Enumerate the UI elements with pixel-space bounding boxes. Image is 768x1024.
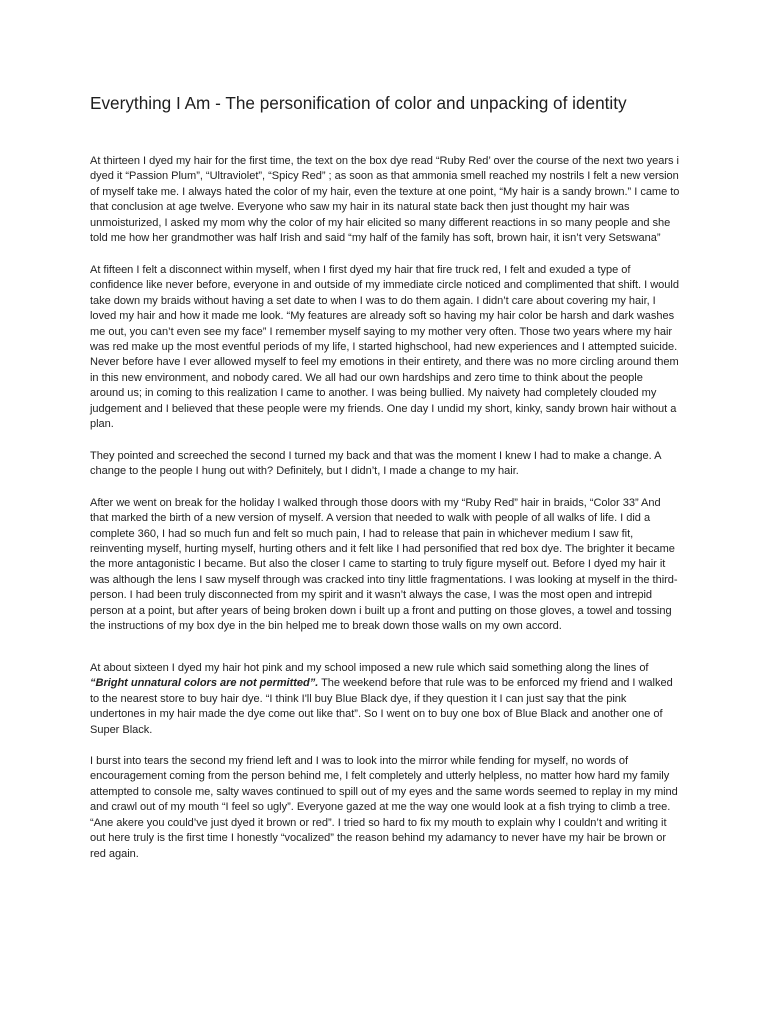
paragraph-2: At fifteen I felt a disconnect within myself, when I first dyed my hair that fire truck red, I felt and exuded a type of confidence like never before, everyone in and outside of my immediate circle noticed and complimented that shift. I would take down my braids without having a set date to when I was to do them again. I didn’t care about covering my hair, I loved my hair and how it made me look. “My features are already soft so having my hair color be harsh and dark washes me out, you can’t even see my face” I remember myself saying to my mother very often. Those two years where my hair was red make up the most eventful periods of my life, I started highschool, had new experiences and I attempted suicide. Never before have I ever allowed myself to feel my emotions in their entirety, and there was no more circling around them in this new environment, and nobody cared. We all had our own hardships and zero time to think about the people around us; in coming to this realization I came to another. I was being bullied. My naivety had completely clouded my judgement and I believed that these people were my friends. One day I undid my short, kinky, sandy brown hair without a plan. (90, 263, 679, 431)
paragraph-3: They pointed and screeched the second I turned my back and that was the moment I knew I had to make a change. A change to the people I hung out with? Definitely, but I didn’t, I made a change to my hair. (90, 449, 661, 478)
document-page (90, 0, 694, 1024)
paragraph-5-text-before: At about sixteen I dyed my hair hot pink and my school imposed a new rule which said something along the lines of (90, 661, 649, 674)
rule-quote-emphasis: “Bright unnatural colors are not permitted”. (90, 677, 319, 690)
document-body (90, 154, 680, 878)
paragraph-1: At thirteen I dyed my hair for the first time, the text on the box dye read “Ruby Red’ over the course of the next two years i dyed it “Passion Plum”, “Ultraviolet”, “Spicy Red” ; as soon as that ammonia smell reached my nostrils I felt a new version of myself take me. I always hated the color of my hair, even the texture at one point, “My hair is a sandy brown.” I came to that conclusion at age twelve. Everyone who saw my hair in its natural state back then just thought my hair was unmoisturized, I asked my mom why the color of my hair elicited so many different reactions in so many people and she told me how her grandmother was half Irish and said “my half of the family has soft, brown hair, it isn’t very Setswana” (90, 155, 680, 245)
paragraph-4: After we went on break for the holiday I walked through those doors with my “Ruby Red” hair in braids, “Color 33” And that marked the birth of a new version of myself. A version that needed to walk with people of all walks of life. I did a complete 360, I had so much fun and felt so much pain, I had to release that pain in whichever medium I saw fit, reinventing myself, hurting myself, hurting others and it felt like I had personified that red box dye. The brighter it became the more antagonistic I became. But also the closer I came to starting to truly figure myself out. Before I dyed my hair it was although the lens I saw myself through was cracked into tiny little fragmentations. I was looking at myself in the third-person. I had been truly disconnected from my spirit and it wasn’t always the case, I was the most open and intrepid person at a point, but after years of being broken down i built up a front and putting on those gloves, a towel and tossing the instructions of my box dye in the bin helped me to break down those walls on my own accord. (90, 496, 678, 633)
paragraph-5 (90, 661, 680, 738)
paragraph-6: I burst into tears the second my friend left and I was to look into the mirror while fending for myself, no words of encouragement coming from the person behind me, I felt completely and utterly helpless, no matter how hard my family attempted to console me, salty waves continued to spill out of my eyes and the same words seemed to replay in my mind and crawl out of my mouth “I feel so ugly”. Everyone gazed at me the way one would look at a fish trying to climb a tree. “Ane akere you could’ve just dyed it brown or red”. I tried so hard to fix my mouth to explain why I couldn’t and writing it out here truly is the first time I honestly “vocalized” the reason behind my adamancy to never have my hair be brown or red again. (90, 754, 678, 860)
paragraph-5-text-after: The weekend before that rule was to be enforced my friend and I walked to the nearest store to buy hair dye. “I think I'll buy Blue Black dye, if they question it I can just say that the pink undertones in my hair made the dye come out like that”. So I went on to buy one box of Blue Black and another one of Super Black. (90, 677, 673, 736)
document-title: Everything I Am - The personification of color and unpacking of identity (90, 93, 627, 113)
